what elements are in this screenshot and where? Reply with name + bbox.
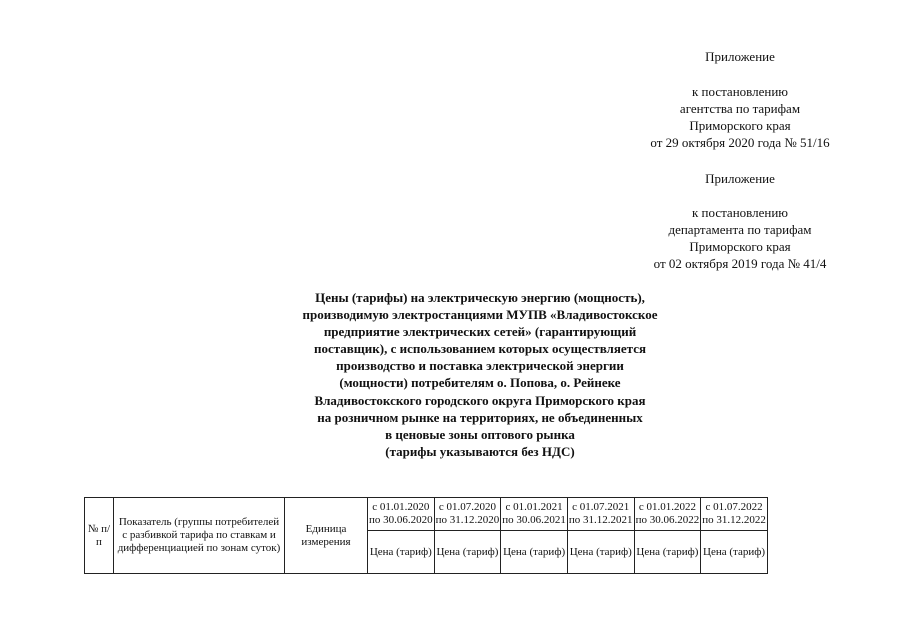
column-header-price: Цена (тариф) <box>434 531 501 574</box>
title-line: поставщик), с использованием которых осуществляется <box>313 341 647 357</box>
annex-2-line: департамента по тарифам <box>668 222 812 237</box>
column-header-price: Цена (тариф) <box>701 531 768 574</box>
annex-2-line: к постановлению <box>691 205 789 220</box>
column-header-period <box>701 498 768 531</box>
column-header-unit: Единица измерения <box>285 498 368 574</box>
title-line: предприятие электрических сетей» (гарантирующий <box>323 324 637 340</box>
title-line: производимую электростанциями МУПВ «Владивостокское <box>302 307 658 323</box>
annex-1-line: от 29 октября 2020 года № 51/16 <box>650 135 830 150</box>
column-header-price: Цена (тариф) <box>501 531 568 574</box>
period-to: по 31.12.2022 <box>702 514 766 526</box>
title-line: на розничном рынке на территориях, не объединенных <box>317 409 643 425</box>
tariff-table <box>84 497 768 574</box>
period-from: с 01.07.2020 <box>438 501 497 513</box>
annex-2-title: Приложение <box>705 171 775 186</box>
title-line: производство и поставка электрической энергии <box>336 358 624 374</box>
period-to: по 31.12.2020 <box>435 514 500 526</box>
period-to: по 30.06.2022 <box>635 514 700 526</box>
title-line: (тарифы указываются без НДС) <box>385 443 575 459</box>
annex-1-reference <box>600 83 880 151</box>
period-to: по 30.06.2021 <box>502 514 566 526</box>
column-header-price: Цена (тариф) <box>368 531 435 574</box>
period-from: с 01.07.2022 <box>705 501 763 513</box>
period-from: с 01.07.2021 <box>572 501 630 513</box>
column-header-indicator <box>114 498 285 574</box>
table-header-row <box>85 498 768 531</box>
column-header-period <box>567 498 634 531</box>
title-line: (мощности) потребителям о. Попова, о. Рейнеке <box>339 375 621 391</box>
column-header-period <box>501 498 568 531</box>
annex-1-line: агентства по тарифам <box>679 101 801 116</box>
period-from: с 01.01.2020 <box>372 501 430 513</box>
period-from: с 01.01.2022 <box>638 501 696 513</box>
period-to: по 30.06.2020 <box>369 514 433 526</box>
column-header-price: Цена (тариф) <box>634 531 701 574</box>
column-header-number: № п/п <box>85 498 114 574</box>
column-header-period <box>434 498 501 531</box>
column-header-period <box>368 498 435 531</box>
annex-2-reference <box>600 204 880 272</box>
column-header-period <box>634 498 701 531</box>
column-header-price: Цена (тариф) <box>567 531 634 574</box>
title-line: Владивостокского городского округа Приморского края <box>314 392 646 408</box>
annex-2-line: от 02 октября 2019 года № 41/4 <box>653 256 827 271</box>
document-title <box>230 289 730 460</box>
annex-1-heading <box>600 48 880 65</box>
annex-1-line: к постановлению <box>691 84 789 99</box>
indicator-text: Показатель (группы потребителей с разбивкой тарифа по ставкам и дифференциацией по зонам суток) <box>117 516 281 554</box>
annex-1-line: Приморского края <box>689 118 791 133</box>
annex-1-title: Приложение <box>705 49 775 64</box>
annex-2-heading <box>600 170 880 187</box>
title-line: Цены (тарифы) на электрическую энергию (мощность), <box>315 290 645 305</box>
title-line: в ценовые зоны оптового рынка <box>385 426 575 442</box>
period-to: по 31.12.2021 <box>568 514 633 526</box>
period-from: с 01.01.2021 <box>505 501 563 513</box>
annex-2-line: Приморского края <box>689 239 791 254</box>
